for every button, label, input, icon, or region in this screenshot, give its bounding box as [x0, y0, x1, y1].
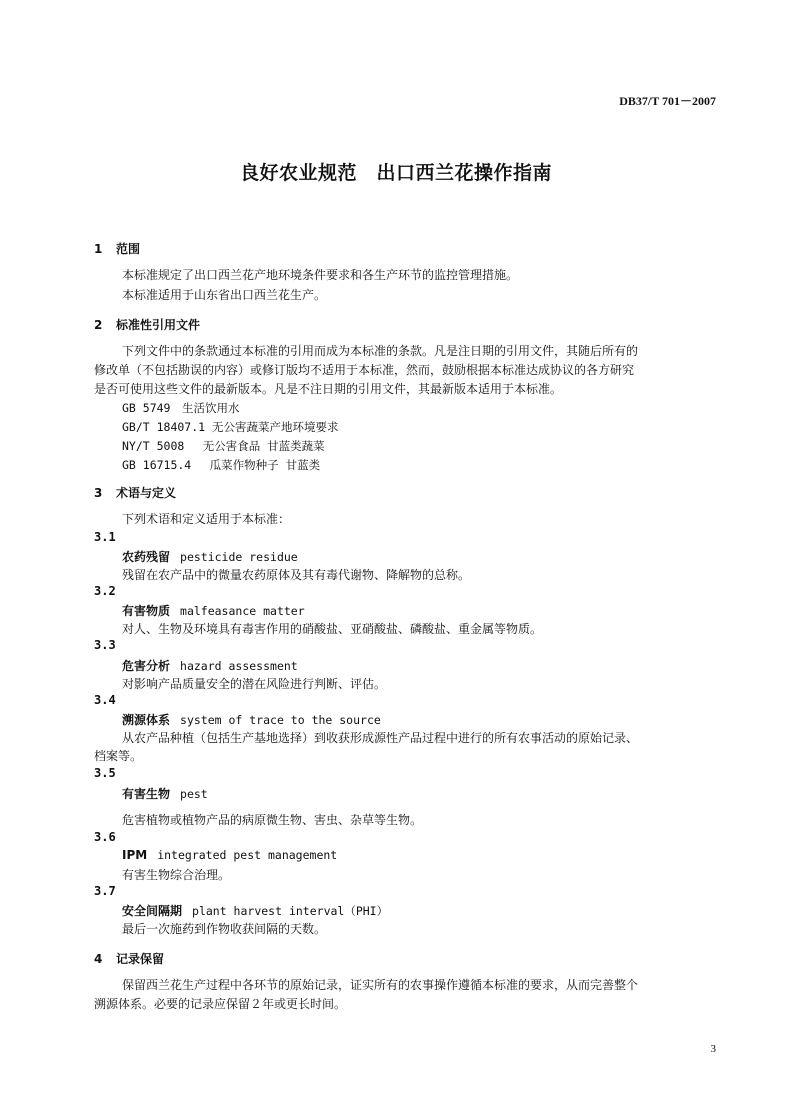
term-heading: IPM integrated pest management: [122, 848, 338, 862]
section-heading-records: 4 记录保留: [94, 952, 165, 966]
term-number: 3.3: [94, 638, 116, 652]
section-heading-scope: 1 范围: [94, 242, 141, 256]
term-heading: 有害生物 pest: [122, 787, 208, 801]
page-title: 良好农业规范 出口西兰花操作指南: [239, 162, 552, 184]
term-number: 3.7: [94, 884, 116, 898]
term-number: 3.2: [94, 584, 116, 598]
term-definition: 有害生物综合治理。: [122, 868, 231, 882]
paragraph-line: 溯源体系。必要的记录应保留２年或更长时间。: [94, 997, 347, 1011]
paragraph-line: 是否可使用这些文件的最新版本。凡是不注日期的引用文件，其最新版本适用于本标准。: [94, 382, 563, 396]
term-definition: 残留在农产品中的微量农药原体及其有毒代谢物、降解物的总称。: [122, 568, 471, 582]
document-code: DB37/T 701－2007: [619, 94, 716, 108]
paragraph-line: 下列术语和定义适用于本标准：: [122, 512, 291, 526]
reference-item: GB 5749 生活饮用水: [122, 401, 240, 415]
reference-item: GB/T 18407.1 无公害蔬菜产地环境要求: [122, 420, 339, 434]
term-definition: 对人、生物及环境具有毒害作用的硝酸盐、亚硝酸盐、磷酸盐、重金属等物质。: [122, 622, 543, 636]
term-heading: 溯源体系 system of trace to the source: [122, 713, 381, 727]
paragraph-line: 保留西兰花生产过程中各环节的原始记录，证实所有的农事操作遵循本标准的要求，从而完善整个: [122, 978, 639, 992]
term-number: 3.4: [94, 693, 116, 707]
term-definition: 对影响产品质量安全的潜在风险进行判断、评估。: [122, 677, 387, 691]
term-heading: 危害分析 hazard assessment: [122, 659, 298, 673]
paragraph-line: 本标准规定了出口西兰花产地环境条件要求和各生产环节的监控管理措施。: [122, 268, 519, 282]
term-definition: 从农产品种植（包括生产基地选择）到收获形成源性产品过程中进行的所有农事活动的原始记录、: [122, 731, 639, 745]
paragraph-line: 修改单（不包括勘误的内容）或修订版均不适用于本标准，然而，鼓励根据本标准达成协议的各方研究: [94, 363, 635, 377]
term-heading: 有害物质 malfeasance matter: [122, 604, 305, 618]
term-number: 3.5: [94, 766, 116, 780]
term-definition: 档案等。: [94, 749, 143, 763]
paragraph-line: 下列文件中的条款通过本标准的引用而成为本标准的条款。凡是注日期的引用文件，其随后所有的: [122, 344, 639, 358]
term-number: 3.6: [94, 830, 116, 844]
paragraph-line: 本标准适用于山东省出口西兰花生产。: [122, 288, 327, 302]
reference-item: GB 16715.4 瓜菜作物种子 甘蓝类: [122, 458, 321, 472]
term-heading: 农药残留 pesticide residue: [122, 550, 298, 564]
section-heading-references: 2 标准性引用文件: [94, 318, 201, 332]
section-heading-terms: 3 术语与定义: [94, 486, 177, 500]
term-heading: 安全间隔期 plant harvest interval（PHI）: [122, 904, 389, 918]
term-definition: 危害植物或植物产品的病原微生物、害虫、杂草等生物。: [122, 813, 423, 827]
term-number: 3.1: [94, 530, 116, 544]
term-definition: 最后一次施药到作物收获间隔的天数。: [122, 922, 327, 936]
reference-item: NY/T 5008 无公害食品 甘蓝类蔬菜: [122, 439, 325, 453]
page-number: 3: [710, 1043, 716, 1055]
